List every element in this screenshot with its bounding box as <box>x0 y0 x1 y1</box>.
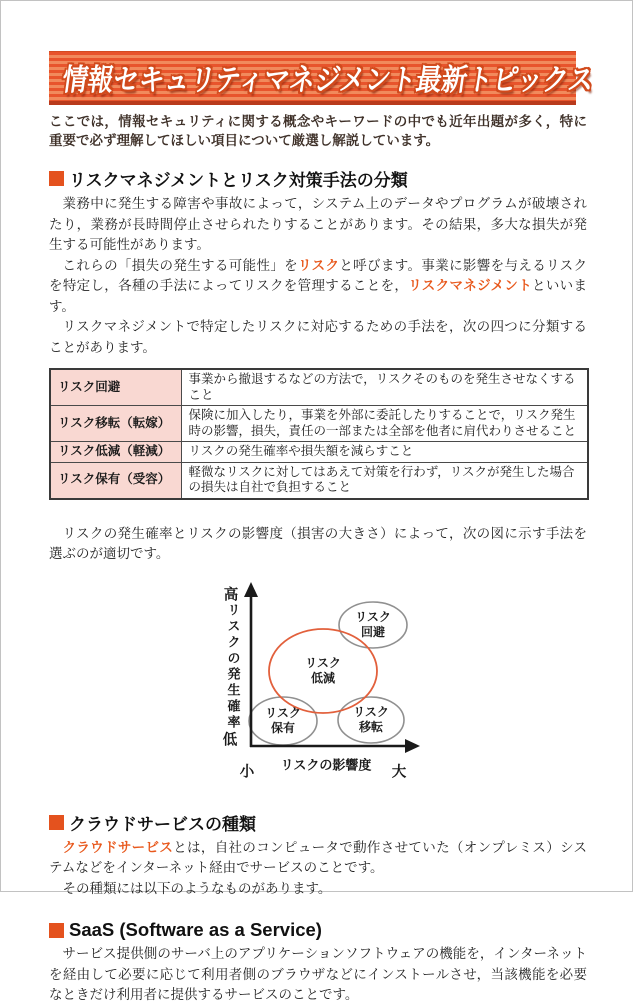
cloud-paragraph-2: その種類には以下のようなものがあります。 <box>62 880 332 896</box>
risk-matrix-diagram <box>181 581 461 788</box>
p2-seg2: と呼びます。事業に影響を与えるリスクを特定し，各種の手法によってリスクを管理することを， <box>49 257 588 293</box>
risk-term-cell: リスク回避 <box>50 369 181 406</box>
risk-desc-cell: リスクの発生確率や損失額を減らすこと <box>181 442 588 463</box>
risk-paragraph-4: リスクの発生確率とリスクの影響度（損害の大きさ）によって，次の図に示す手法を選ぶのが適切です。 <box>49 525 587 561</box>
intro-text: ここでは，情報セキュリティに関する概念やキーワードの中でも近年出題が多く，特に重要で必ず理解してほしい項目について厳選し解説しています。 <box>49 114 587 148</box>
title-banner <box>49 51 596 105</box>
cloud-paragraph-1 <box>49 838 587 879</box>
section-heading-cloud <box>49 810 587 835</box>
cloud-p1-seg1: とは，自社のコンピュータで動作させていた（オンプレミス）システムなどをインターネット経由でサービスのことです。 <box>49 839 588 875</box>
risk-methods-table <box>49 368 589 500</box>
y-axis-low-label: 低 <box>222 732 238 748</box>
table-row <box>50 369 588 406</box>
keyword-risk: リスク <box>298 257 340 273</box>
risk-desc-cell: 事業から撤退するなどの方法で，リスクそのものを発生させなくすること <box>181 369 588 406</box>
section-heading-saas <box>49 919 587 941</box>
risk-transfer-label: リスク 移転 <box>353 704 389 734</box>
keyword-cloud-service: クラウドサービス <box>62 839 174 855</box>
risk-reduction-label: リスク 低減 <box>305 655 341 685</box>
section-square-icon <box>49 171 64 186</box>
risk-desc-cell: 軽微なリスクに対してはあえて対策を行わず，リスクが発生した場合の損失は自社で負担すること <box>181 462 588 499</box>
section-heading-saas-label: SaaS (Software as a Service) <box>69 919 322 940</box>
x-axis-arrow-icon <box>405 739 420 753</box>
x-axis-title: リスクの影響度 <box>280 757 372 772</box>
table-row <box>50 462 588 499</box>
section-heading-cloud-label: クラウドサービスの種類 <box>69 814 256 834</box>
section-heading-risk-label: リスクマネジメントとリスク対策手法の分類 <box>69 171 408 190</box>
y-axis-high-label: 高 <box>223 587 239 603</box>
section-heading-risk <box>49 166 587 191</box>
risk-retention-label: リスク 保有 <box>265 705 301 735</box>
risk-term-cell: リスク保有（受容） <box>50 462 181 499</box>
risk-avoidance-label: リスク 回避 <box>355 609 391 639</box>
y-axis-arrow-icon <box>244 582 258 597</box>
table-row <box>50 406 588 442</box>
risk-desc-cell: 保険に加入したり，事業を外部に委託したりすることで，リスク発生時の影響，損失，責任の一部または全部を他者に肩代わりさせること <box>181 406 588 442</box>
table-row <box>50 442 588 463</box>
risk-paragraph-2 <box>49 256 587 318</box>
x-axis-large-label: 大 <box>391 764 407 780</box>
keyword-risk-management: リスクマネジメント <box>408 278 533 293</box>
risk-term-cell: リスク低減（軽減） <box>50 442 181 463</box>
p2-seg3: といいます。 <box>49 278 588 314</box>
section-square-icon <box>49 815 64 830</box>
p2-seg1: これらの「損失の発生する可能性」を <box>62 257 299 273</box>
risk-paragraph-3: リスクマネジメントで特定したリスクに対応するための手法を，次の四つに分類することがあります。 <box>49 319 587 355</box>
section-square-icon <box>49 923 64 938</box>
saas-paragraph-1: サービス提供側のサーバ上のアプリケーションソフトウェアの機能を，インターネットを経由して必要に応じて利用者側のブラウザなどにインストールさせ，当該機能を必要なときだけ利用者に提供するサービスのことです。 <box>49 946 587 1002</box>
y-axis-title: リスクの発生確率 <box>225 602 241 731</box>
x-axis-small-label: 小 <box>239 764 255 780</box>
risk-paragraph-1: 業務中に発生する障害や事故によって，システム上のデータやプログラムが破壊されたり，業務が長時間停止させられたりすることがあります。その結果，多大な損失が発生する可能性があります。 <box>49 196 587 252</box>
risk-term-cell: リスク移転（転嫁） <box>50 406 181 442</box>
page-title: 情報セキュリティマネジメント最新トピックス <box>60 63 596 97</box>
